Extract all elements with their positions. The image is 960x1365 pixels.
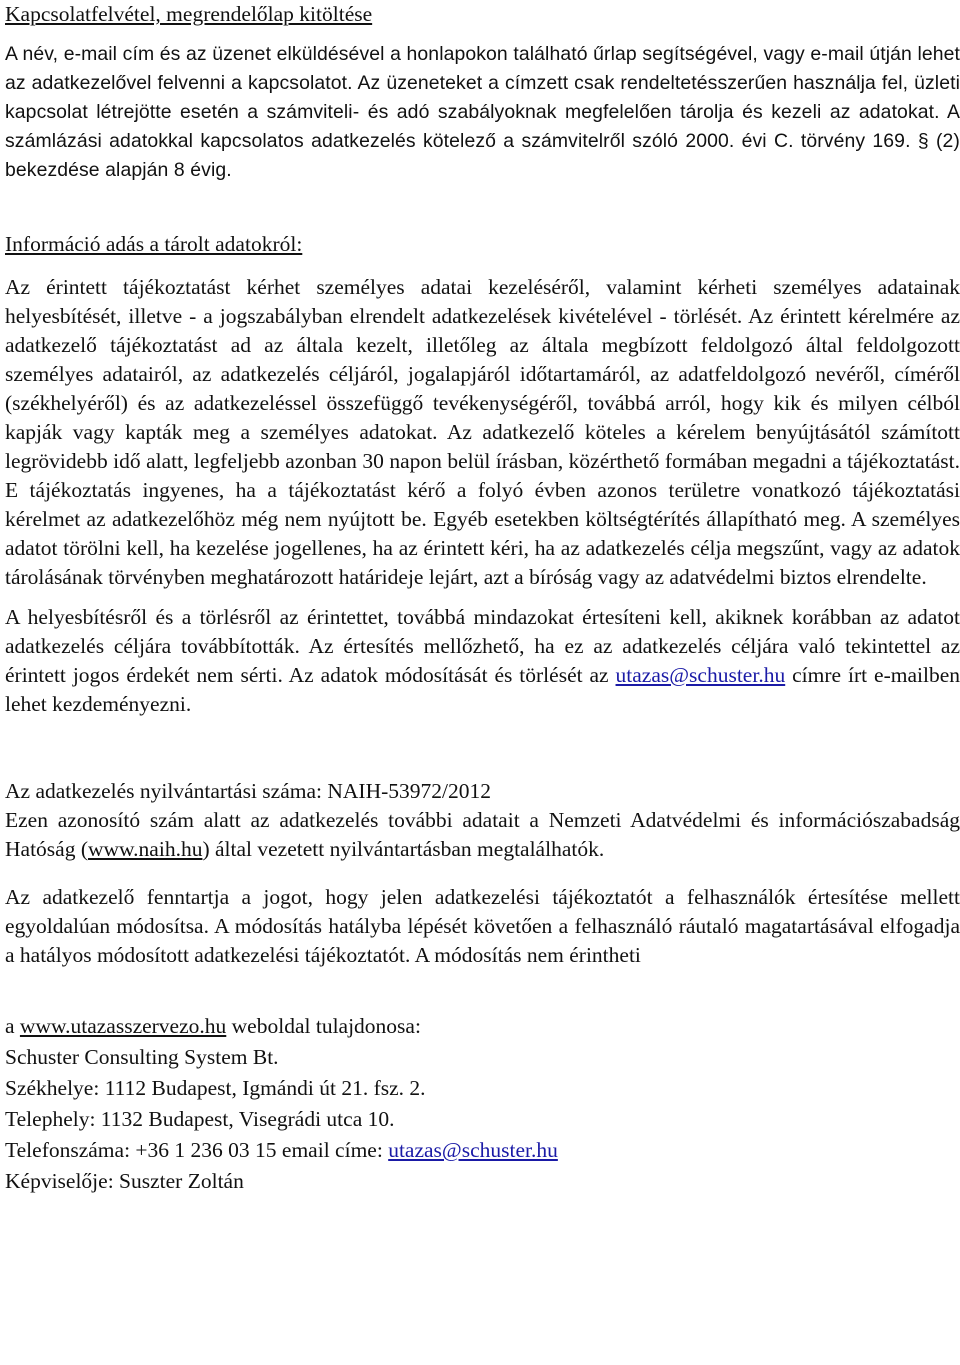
- notification-text-before: A helyesbítésről és a törlésről az érintettet, továbbá mindazokat értesíteni kell, akiknek korábban az adatot adatkezelés céljára továbbították. Az értesítés mellőzhető, ha ez az adatkezelés céljára való tekintettel az érintett jogos érdekét nem sérti. Az adatok módosítását és törlését az: [5, 605, 960, 687]
- email-link-footer[interactable]: utazas@schuster.hu: [388, 1138, 558, 1162]
- paragraph-rights: Az érintett tájékoztatást kérhet személyes adatai kezeléséről, valamint kérheti személyes adatainak helyesbítését, illetve - a jogszabályban elrendelt adatkezelések kivételével - törlését. Az érintett kérelmére az adatkezelő tájékoztatást ad az általa kezelt, illetőleg az általa megbízott feldolgozó által feldolgozott személyes adatairól, az adatkezelés céljáról, jogalapjáról időtartamáról, az adatfeldolgozó nevéről, címéről (székhelyéről) és az adatkezeléssel összefüggő tevékenységéről, továbbá arról, hogy kik és milyen célból kapják vagy kapták meg a személyes adatokat. Az adatkezelő köteles a kérelem benyújtásától számított legrövidebb idő alatt, legfeljebb azonban 30 napon belül írásban, közérthető formában megadni a tájékoztatást. E tájékoztatás ingyenes, ha a tájékoztatást kérő a folyó évben azonos területre vonatkozó tájékoztatási kérelmet az adatkezelőhöz még nem nyújtott be. Egyéb esetekben költségtérítés állapítható meg. A személyes adatot törölni kell, ha kezelése jogellenes, ha az érintett kéri, ha az adatkezelés célja megszűnt, vagy az adatok tárolásának törvényben meghatározott határideje lejárt, azt a bíróság vagy az adatvédelmi biztos elrendelte.: [5, 275, 960, 589]
- registry-number: Az adatkezelés nyilvántartási száma: NAIH-53972/2012: [5, 779, 491, 803]
- company-name: Schuster Consulting System Bt.: [5, 1045, 279, 1069]
- naih-link[interactable]: www.naih.hu: [88, 837, 203, 861]
- owner-block: [5, 1012, 960, 1196]
- registry-paragraph: [5, 806, 960, 864]
- contact-line: [5, 1136, 960, 1165]
- company-seat: Székhelye: 1112 Budapest, Igmándi út 21. fsz. 2.: [5, 1076, 426, 1100]
- company-site: Telephely: 1132 Budapest, Visegrádi utca 10.: [5, 1107, 395, 1131]
- owner-suffix: weboldal tulajdonosa:: [226, 1014, 421, 1038]
- heading-info-stored-data: Információ adás a tárolt adatokról:: [5, 232, 303, 256]
- registry-block: [5, 777, 960, 864]
- owner-prefix: a: [5, 1014, 20, 1038]
- phone-text: Telefonszáma: +36 1 236 03 15 email címe:: [5, 1138, 389, 1162]
- site-link[interactable]: www.utazasszervezo.hu: [19, 1014, 227, 1038]
- notification-text-after: címre írt e-mailben lehet kezdeményezni.: [5, 663, 960, 716]
- owner-line: [5, 1012, 960, 1041]
- paragraph-amendment: Az adatkezelő fenntartja a jogot, hogy jelen adatkezelési tájékoztatót a felhasználók értesítése mellett egyoldalúan módosítsa. A módosítás hatályba lépését követően a felhasználó ráutaló magatartásával elfogadja a hatályos módosított adatkezelési tájékoztatót. A módosítás nem érintheti: [5, 885, 960, 967]
- registry-text-after: ) által vezetett nyilvántartásban megtalálhatók.: [202, 837, 605, 861]
- paragraph-contact: A név, e-mail cím és az üzenet elküldésével a honlapokon található űrlap segítségével, vagy e-mail útján lehet az adatkezelővel felvenni a kapcsolatot. Az üzeneteket a címzett csak rendeltetésszerűen használja fel, üzleti kapcsolat létrejötte esetén a számviteli- és adó szabályoknak megfelelően tárolja és kezeli az adatokat. A számlázási adatokkal kapcsolatos adatkezelés kötelező a számvitelről szóló 2000. évi C. törvény 169. § (2) bekezdése alapján 8 évig.: [5, 43, 960, 181]
- email-link-inline[interactable]: utazas@schuster.hu: [615, 663, 786, 687]
- registry-text-before: Ezen azonosító szám alatt az adatkezelés további adatait a Nemzeti Adatvédelmi és információszabadság Hatóság (: [5, 808, 960, 861]
- heading-contact: Kapcsolatfelvétel, megrendelőlap kitöltése: [5, 2, 373, 26]
- representative: Képviselője: Suszter Zoltán: [5, 1169, 244, 1193]
- paragraph-notification: [5, 603, 960, 719]
